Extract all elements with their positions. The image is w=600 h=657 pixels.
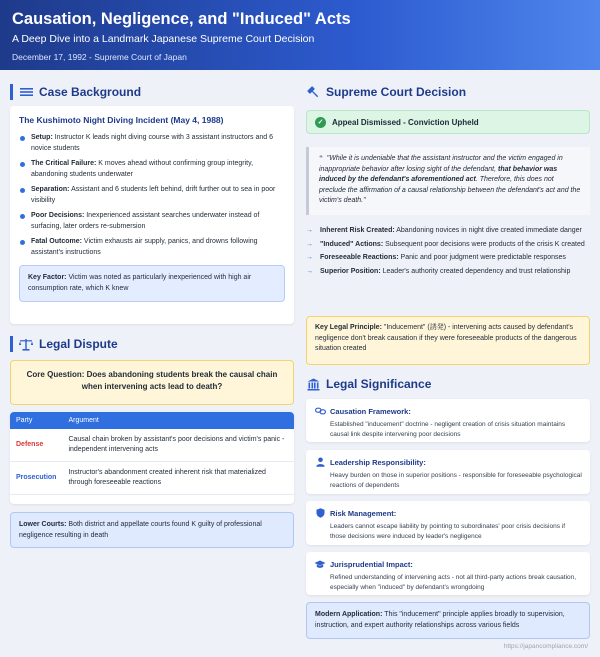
significance-section xyxy=(306,376,590,392)
modern-application-box: Modern Application: This "inducement" principle applies broadly to supervision, instruction, and expert authority relationships across various fields xyxy=(306,602,590,639)
decision-label: Supreme Court Decision xyxy=(326,85,467,99)
gavel-icon xyxy=(306,85,320,99)
footer-url: https://japancompliance.com/ xyxy=(503,643,588,650)
decision-result-box xyxy=(306,110,590,134)
list-item: → Inherent Risk Created: Abandoning novices in night dive created immediate danger xyxy=(306,226,590,237)
bullet-icon xyxy=(20,136,25,141)
list-item: The Critical Failure: K moves ahead without confirming group integrity, abandoning students underwater xyxy=(19,159,285,180)
shield-icon xyxy=(314,508,326,518)
case-background-section xyxy=(10,84,294,100)
list-item: → Superior Position: Leader's authority created dependency and trust relationship xyxy=(306,267,590,278)
legal-dispute-label: Legal Dispute xyxy=(39,337,118,351)
case-background-card xyxy=(10,106,294,324)
case-background-label: Case Background xyxy=(39,85,142,99)
check-circle-icon: ✓ xyxy=(315,117,326,128)
arrow-right-icon: → xyxy=(306,267,313,275)
significance-desc: Heavy burden on those in superior positions - responsible for foreseeable psychological reactions of dependents xyxy=(330,472,582,489)
arguments-table-card xyxy=(10,412,294,504)
court-quote: ❝ "While it is undeniable that the assistant instructor and the victim engaged in inappropriate behavior after losing sight of the defendant, that behavior was induced by the defendant's aforementioned act. Therefore, this does not preclude the affirmation of a causal relationship between the defendant's act and the victim's death." xyxy=(306,147,590,215)
graduation-cap-icon xyxy=(314,559,326,569)
list-item: → Foreseeable Reactions: Panic and poor judgment were predictable responses xyxy=(306,253,590,264)
significance-card-leadership: Leadership Responsibility: Heavy burden on those in superior positions - responsible for foreseeable psychological reactions of dependents xyxy=(306,450,590,494)
page-subtitle: A Deep Dive into a Landmark Japanese Supreme Court Decision xyxy=(12,33,315,45)
significance-card-causation: Causation Framework: Established "inducement" doctrine - negligent creation of crisis situation maintains causal link despite intervening poor decisions xyxy=(306,399,590,442)
quote-icon: ❝ xyxy=(319,155,323,162)
key-factor-box: Key Factor: Victim was noted as particularly inexperienced with high air consumption rate, which K knew xyxy=(19,265,285,302)
decision-points xyxy=(306,226,590,280)
scales-icon xyxy=(19,337,33,351)
list-item: Fatal Outcome: Victim exhausts air supply, panics, and drowns following assistant's instructions xyxy=(19,237,285,258)
significance-card-jurisprudence: Jurisprudential Impact: Refined understanding of intervening acts - not all third-party actions break causation, especially when "induced" by defendant's wrongdoing xyxy=(306,552,590,595)
page-title: Causation, Negligence, and "Induced" Acts xyxy=(12,10,351,28)
bullet-icon xyxy=(20,240,25,245)
bullet-icon xyxy=(20,188,25,193)
decision-result-text: Appeal Dismissed - Conviction Upheld xyxy=(332,117,479,127)
key-principle-box: Key Legal Principle: "Inducement" (誘発) - intervening acts caused by defendant's negligence don't break causation if they were foreseeable products of the dangerous situation created xyxy=(306,316,590,365)
arrow-right-icon: → xyxy=(306,240,313,248)
case-background-title xyxy=(10,84,294,100)
significance-desc: Leaders cannot escape liability by pointing to subordinates' poor crisis decisions if those decisions were induced by leader's negligence xyxy=(330,523,566,540)
core-question-text: Core Question: Does abandoning students break the causal chain when intervening acts lead to death? xyxy=(26,370,278,391)
party-defense: Defense xyxy=(10,429,62,462)
significance-desc: Established "inducement" doctrine - negligent creation of crisis situation maintains causal link despite intervening poor decisions xyxy=(330,421,566,438)
arrow-right-icon: → xyxy=(306,227,313,234)
list-item: → "Induced" Actions: Subsequent poor decisions were products of the crisis K created xyxy=(306,240,590,251)
significance-desc: Refined understanding of intervening acts - not all third-party actions break causation, especially when "induced" by defendant's wrongdoing xyxy=(330,574,577,591)
significance-card-risk: Risk Management: Leaders cannot escape liability by pointing to subordinates' poor crisis decisions if those decisions were induced by leader's negligence xyxy=(306,501,590,545)
table-row xyxy=(10,462,294,495)
table-header-row xyxy=(10,412,294,429)
user-icon xyxy=(314,457,326,467)
argument-defense: Causal chain broken by assistant's poor decisions and victim's panic - independent intervening acts xyxy=(62,429,294,462)
building-icon xyxy=(306,377,320,391)
page-header xyxy=(0,0,600,70)
page-date: December 17, 1992 - Supreme Court of Japan xyxy=(12,52,187,62)
list-item: Poor Decisions: Inexperienced assistant searches underwater instead of surfacing, later orders re-submersion xyxy=(19,211,285,232)
argument-prosecution: Instructor's abandonment created inherent risk that materialized through foreseeable reactions xyxy=(62,462,294,495)
lower-courts-box: Lower Courts: Both district and appellate courts found K guilty of professional negligence resulting in death xyxy=(10,512,294,548)
list-icon xyxy=(19,85,33,99)
argument-header: Argument xyxy=(62,412,294,429)
table-row xyxy=(10,429,294,462)
party-header: Party xyxy=(10,412,62,429)
list-item: Setup: Instructor K leads night diving course with 3 assistant instructors and 6 novice students xyxy=(19,133,285,154)
decision-section xyxy=(306,84,590,100)
significance-label: Legal Significance xyxy=(326,377,432,391)
legal-dispute-title xyxy=(10,336,294,352)
bullet-icon xyxy=(20,162,25,167)
incident-title: The Kushimoto Night Diving Incident (May 4, 1988) xyxy=(19,115,224,125)
significance-title xyxy=(306,376,590,392)
decision-title xyxy=(306,84,590,100)
core-question-box xyxy=(10,360,294,405)
list-item: Separation: Assistant and 6 students left behind, drift further out to sea in poor visibility xyxy=(19,185,285,206)
arrow-right-icon: → xyxy=(306,254,313,261)
link-icon xyxy=(314,406,326,416)
party-prosecution: Prosecution xyxy=(10,462,62,495)
arguments-table xyxy=(10,412,294,495)
bullet-icon xyxy=(20,214,25,219)
legal-dispute-section xyxy=(10,336,294,352)
